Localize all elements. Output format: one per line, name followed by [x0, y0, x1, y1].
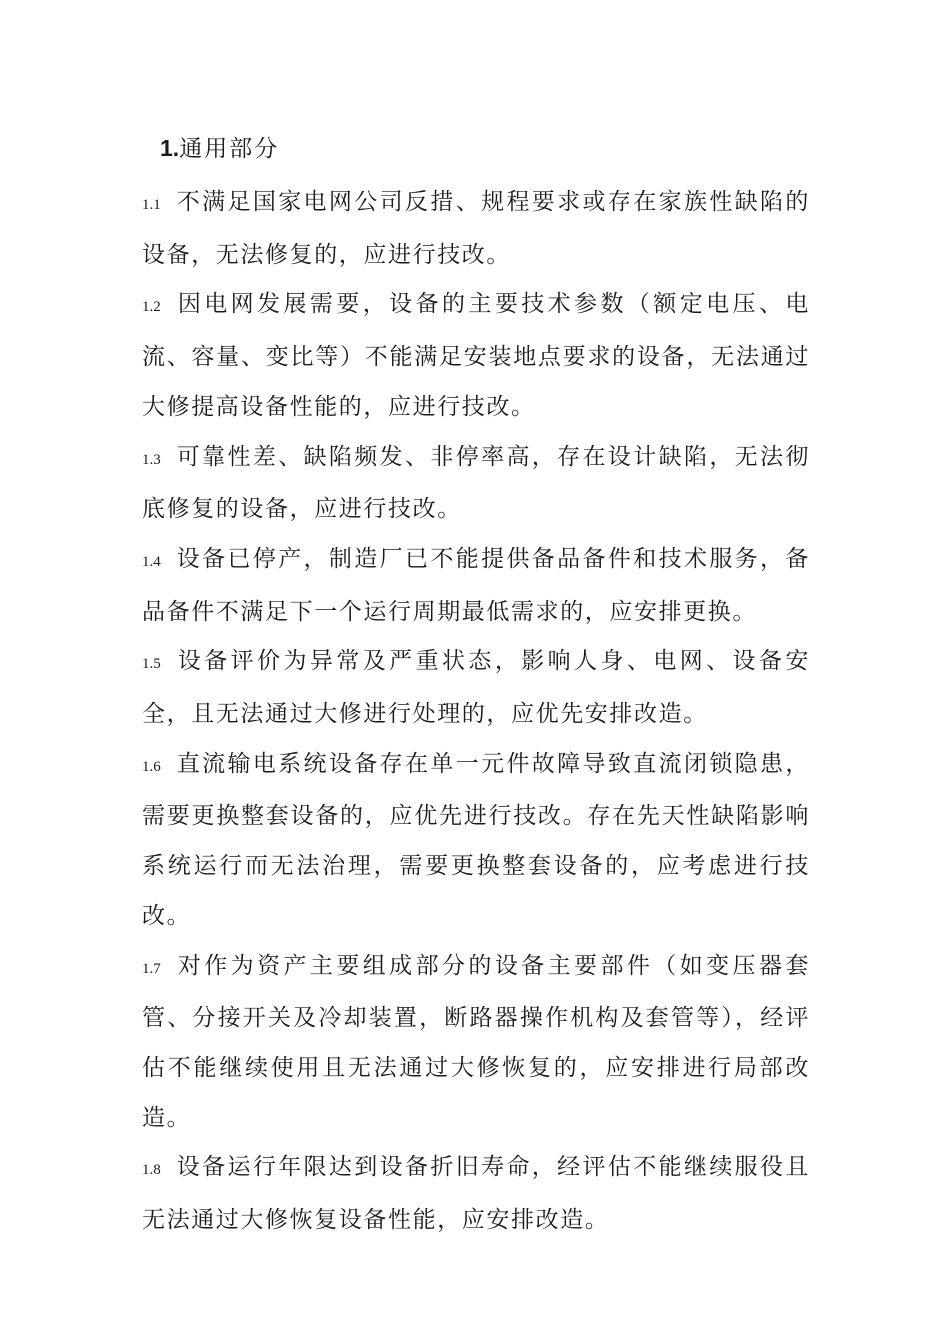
clause-item [142, 535, 810, 637]
clause-text: 设备已停产，制造厂已不能提供备品备件和技术服务，备品备件不满足下一个运行周期最低需求的，应安排更换。 [142, 545, 810, 625]
clause-text: 对作为资产主要组成部分的设备主要部件（如变压器套管、分接开关及冷却装置，断路器操作机构及套管等），经评估不能继续使用且无法通过大修恢复的，应安排进行局部改造。 [142, 952, 810, 1131]
clause-item [142, 433, 810, 535]
section-heading [160, 128, 279, 169]
clause-index: 1.8 [142, 1162, 161, 1179]
clause-index: 1.7 [142, 960, 161, 977]
section-title: 通用部分 [179, 136, 280, 162]
clause-item [142, 637, 810, 739]
clause-text: 直流输电系统设备存在单一元件故障导致直流闭锁隐患，需要更换整套设备的，应优先进行技改。存在先天性缺陷影响系统运行而无法治理，需要更换整套设备的，应考虑进行技改。 [142, 750, 810, 929]
clause-text: 不满足国家电网公司反措、规程要求或存在家族性缺陷的设备，无法修复的，应进行技改。 [142, 189, 810, 268]
clause-item [142, 178, 810, 280]
clause-index: 1.5 [142, 656, 161, 673]
clause-index: 1.1 [142, 197, 161, 213]
clause-text: 设备运行年限达到设备折旧寿命，经评估不能继续服役且无法通过大修恢复设备性能，应安排改造。 [142, 1154, 810, 1234]
clause-item [142, 280, 810, 432]
clause-text: 可靠性差、缺陷频发、非停率高，存在设计缺陷，无法彻底修复的设备，应进行技改。 [142, 443, 810, 523]
clause-text: 因电网发展需要，设备的主要技术参数（额定电压、电流、容量、变比等）不能满足安装地点要求的设备，无法通过大修提高设备性能的，应进行技改。 [142, 291, 810, 420]
clause-item [142, 1143, 810, 1245]
clause-index: 1.6 [142, 758, 161, 775]
clause-index: 1.3 [142, 451, 161, 468]
clause-index: 1.4 [142, 553, 161, 570]
clause-item [142, 942, 810, 1144]
clause-text: 设备评价为异常及严重状态，影响人身、电网、设备安全，且无法通过大修进行处理的，应优先安排改造。 [142, 648, 810, 728]
section-number: 1. [160, 135, 180, 161]
clause-item [142, 740, 810, 942]
clause-list [142, 178, 810, 1246]
clause-index: 1.2 [142, 299, 161, 316]
